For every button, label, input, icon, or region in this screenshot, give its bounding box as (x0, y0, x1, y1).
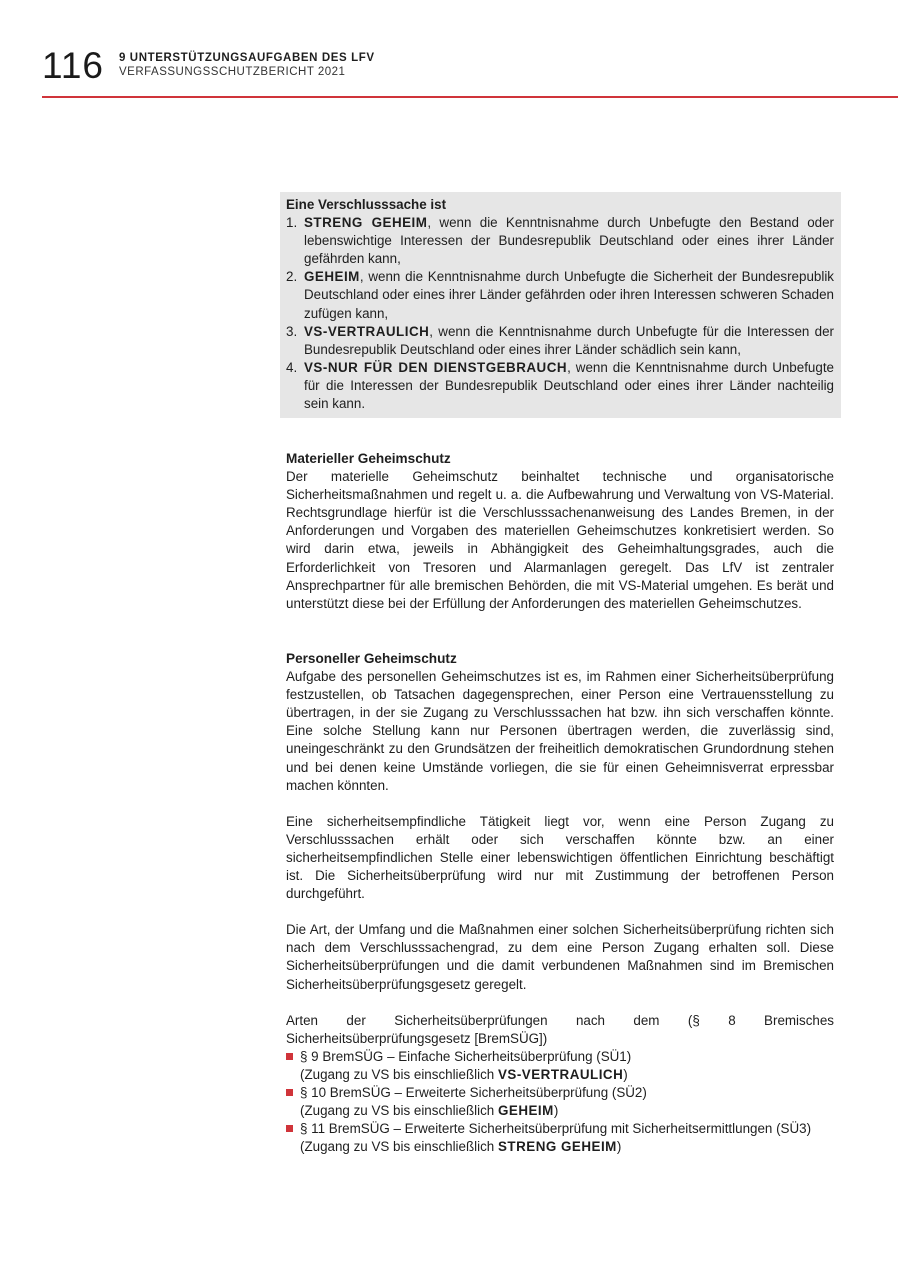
box-title: Eine Verschlusssache ist (286, 197, 447, 212)
section-personell (286, 650, 834, 1156)
section-materiell (286, 450, 834, 613)
square-bullet-icon (286, 1089, 293, 1096)
paragraph: Der materielle Geheimschutz beinhaltet technische und organisatorische Sicherheitsmaßnahmen und regelt u. a. die Aufbewahrung und Verwaltung von VS-Material. Rechtsgrundlage hierfür ist die Verschlusssachenanweisung des Landes Bremen, in der Anforderungen und Vorgaben des materiellen Geheimschutzes konkretisiert werden. So wird darin etwa, jeweils in Abhängigkeit des Geheimhaltungsgrades, auch die Erforderlichkeit von Tresoren und Alarmanlagen geregelt. Das LfV ist zentraler Ansprechpartner für alle bremischen Behörden, die mit VS-Material umgehen. Es berät und unterstützt diese bei der Erfüllung der Anforderungen des materiellen Geheimschutzes. (286, 469, 834, 611)
header-divider (42, 96, 898, 98)
list-item: 3. VS-VERTRAULICH, wenn die Kenntnisnahme durch Unbefugte für die Interessen der Bundesrepublik Deutschland oder eines ihrer Länder schädlich sein kann, (286, 323, 834, 357)
classification-term: STRENG GEHEIM (304, 215, 428, 231)
report-title: VERFASSUNGSSCHUTZBERICHT 2021 (119, 66, 346, 78)
classification-term: VS-VERTRAULICH (304, 323, 430, 339)
page-number: 116 (42, 45, 104, 86)
classification-list (286, 214, 834, 413)
square-bullet-icon (286, 1053, 293, 1060)
list-item: 4. VS-NUR FÜR DEN DIENSTGEBRAUCH, wenn die Kenntnisnahme durch Unbefugte für die Interessen der Bundesrepublik Deutschland oder eines ihrer Länder nachteilig sein kann. (286, 359, 834, 412)
paragraph: Die Art, der Umfang und die Maßnahmen einer solchen Sicherheitsüberprüfung richten sich nach dem Verschlusssachengrad, zu dem eine Person Zugang erhalten soll. Diese Sicherheitsüberprüfungen und die damit verbundenen Maßnahmen sind im Bremischen Sicherheitsüberprüfungsgesetz geregelt. (286, 922, 834, 992)
classification-term: VS-NUR FÜR DEN DIENSTGEBRAUCH (304, 359, 568, 375)
classification-box (280, 192, 841, 418)
paragraph: Eine sicherheitsempfindliche Tätigkeit liegt vor, wenn eine Person Zugang zu Verschlusssachen erhält oder sich verschaffen könnte bzw. an einer sicherheitsempfindlichen Stelle einer lebenswichtigen öffentlichen Einrichtung beschäftigt ist. Die Sicherheitsüberprüfung wird nur mit Zustimmung der betroffenen Person durchgeführt. (286, 813, 834, 902)
paragraph: Arten der Sicherheitsüberprüfungen nach dem (§ 8 Bremisches Sicherheitsüberprüfungsgesetz [BremSÜG]) (286, 1012, 834, 1046)
section-heading: Materieller Geheimschutz (286, 451, 451, 466)
paragraph: Aufgabe des personellen Geheimschutzes ist es, im Rahmen einer Sicherheitsüberprüfung festzustellen, ob Tatsachen dagegensprechen, einer Person eine Vertrauensstellung zu übertragen, in der sie Zugang zu Verschlusssachen hat bzw. ihn sich verschaffen könnte. Eine solche Stellung kann nur Personen übertragen werden, die zuverlässig sind, uneingeschränkt zu den Grundsätzen der freiheitlich demokratischen Grundordnung stehen und bei denen keine Umstände vorliegen, die sie für einen Geheimnisverrat erpressbar machen könnten. (286, 669, 834, 793)
check-types-list (286, 1048, 834, 1157)
list-item: 1. STRENG GEHEIM, wenn die Kenntnisnahme durch Unbefugte den Bestand oder lebenswichtige Interessen der Bundesrepublik Deutschland oder eines ihrer Länder gefährden kann, (286, 215, 834, 267)
section-heading: Personeller Geheimschutz (286, 651, 457, 666)
running-head (119, 52, 375, 80)
list-item: § 9 BremSÜG – Einfache Sicherheitsüberprüfung (SÜ1) (Zugang zu VS bis einschließlich VS-VERTRAULICH) (286, 1048, 834, 1084)
classification-term: GEHEIM (304, 269, 360, 285)
list-item: § 10 BremSÜG – Erweiterte Sicherheitsüberprüfung (SÜ2) (Zugang zu VS bis einschließlich GEHEIM) (286, 1084, 834, 1120)
square-bullet-icon (286, 1125, 293, 1132)
list-item: § 11 BremSÜG – Erweiterte Sicherheitsüberprüfung mit Sicherheitsermittlungen (SÜ3) (Zugang zu VS bis einschließlich STRENG GEHEIM) (286, 1120, 834, 1156)
list-item: 2. GEHEIM, wenn die Kenntnisnahme durch Unbefugte die Sicherheit der Bundesrepublik Deutschland oder eines ihrer Länder gefährden oder ihren Interessen schweren Schaden zufügen kann, (286, 269, 834, 321)
chapter-title: 9 UNTERSTÜTZUNGSAUFGABEN DES LFV (119, 52, 375, 64)
